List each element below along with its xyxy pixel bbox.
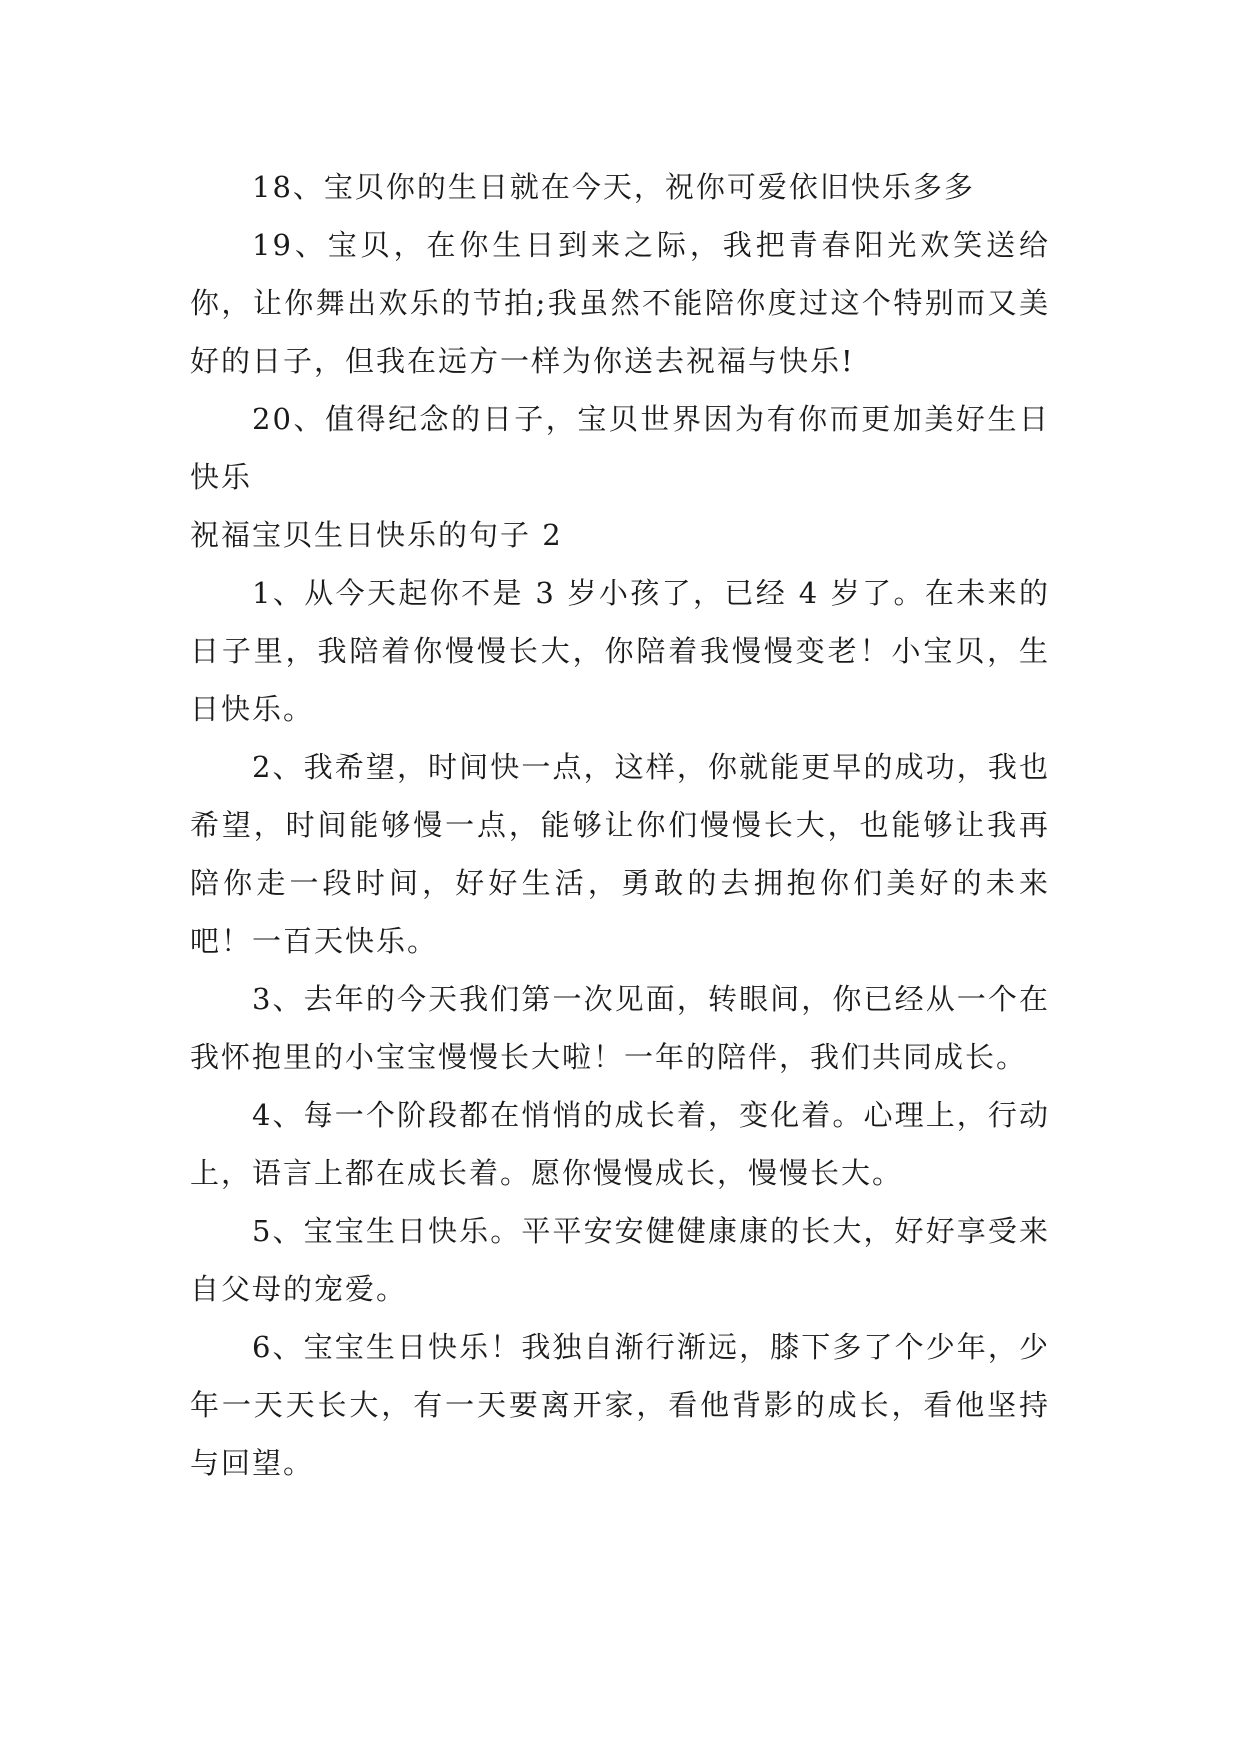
paragraph-20: 20、值得纪念的日子，宝贝世界因为有你而更加美好生日快乐 [190, 402, 1050, 494]
paragraph-2: 2、我希望，时间快一点，这样，你就能更早的成功，我也希望，时间能够慢一点，能够让你们慢慢长大，也能够让我再陪你走一段时间，好好生活，勇敢的去拥抱你们美好的未来吧！一百天快乐。 [190, 750, 1050, 958]
paragraph-18: 18、宝贝你的生日就在今天，祝你可爱依旧快乐多多 [252, 170, 975, 204]
paragraph-1: 1、从今天起你不是 3 岁小孩了，已经 4 岁了。在未来的日子里，我陪着你慢慢长大，你陪着我慢慢变老！小宝贝，生日快乐。 [190, 576, 1050, 726]
paragraph-3: 3、去年的今天我们第一次见面，转眼间，你已经从一个在我怀抱里的小宝宝慢慢长大啦！一年的陪伴，我们共同成长。 [190, 982, 1050, 1074]
paragraph-4: 4、每一个阶段都在悄悄的成长着，变化着。心理上，行动上，语言上都在成长着。愿你慢慢成长，慢慢长大。 [190, 1098, 1050, 1190]
paragraph-6: 6、宝宝生日快乐！我独自渐行渐远，膝下多了个少年，少年一天天长大，有一天要离开家，看他背影的成长，看他坚持与回望。 [190, 1330, 1050, 1480]
paragraph-19: 19、宝贝，在你生日到来之际，我把青春阳光欢笑送给你，让你舞出欢乐的节拍;我虽然不能陪你度过这个特别而又美好的日子，但我在远方一样为你送去祝福与快乐! [190, 228, 1050, 378]
section-heading: 祝福宝贝生日快乐的句子 2 [190, 518, 563, 552]
document-body [190, 158, 1050, 1492]
paragraph-5: 5、宝宝生日快乐。平平安安健健康康的长大，好好享受来自父母的宠爱。 [190, 1214, 1050, 1306]
